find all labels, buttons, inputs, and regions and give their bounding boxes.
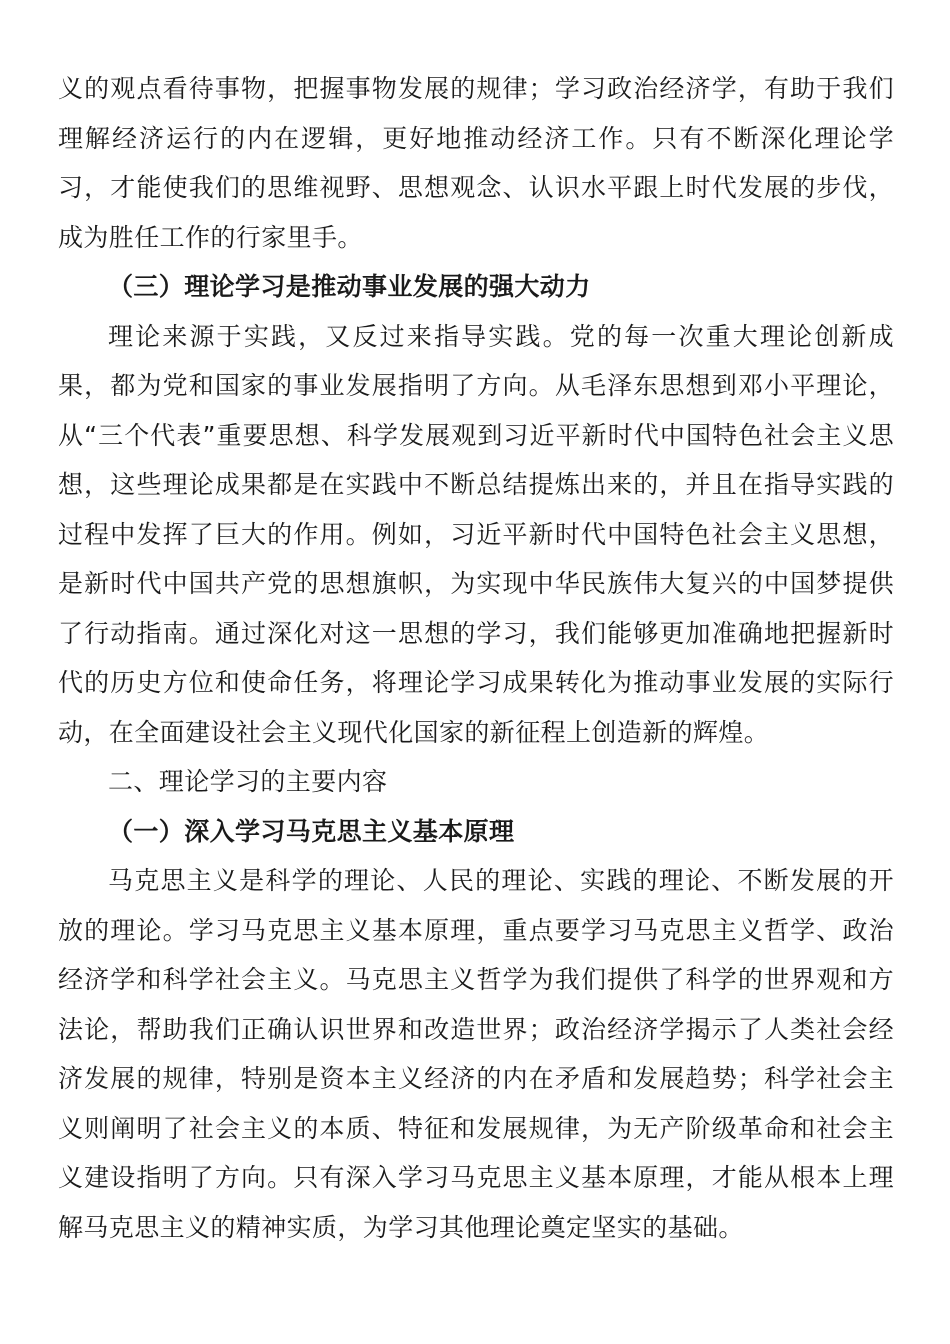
section-3-paragraph: 理论来源于实践，又反过来指导实践。党的每一次重大理论创新成果，都为党和国家的事业发展指明了方向。从毛泽东思想到邓小平理论，从“三个代表”重要思想、科学发展观到习近平新时代中国特色社会主义思想，这些理论成果都是在实践中不断总结提炼出来的，并且在指导实践的过程中发挥了巨大的作用。例如，习近平新时代中国特色社会主义思想，是新时代中国共产党的思想旗帜，为实现中华民族伟大复兴的中国梦提供了行动指南。通过深化对这一思想的学习，我们能够更加准确地把握新时代的历史方位和使命任务，将理论学习成果转化为推动事业发展的实际行动，在全面建设社会主义现代化国家的新征程上创造新的辉煌。: [58, 321, 894, 747]
section-1-paragraph: 马克思主义是科学的理论、人民的理论、实践的理论、不断发展的开放的理论。学习马克思主义基本原理，重点要学习马克思主义哲学、政治经济学和科学社会主义。马克思主义哲学为我们提供了科学的世界观和方法论，帮助我们正确认识世界和改造世界；政治经济学揭示了人类社会经济发展的规律，特别是资本主义经济的内在矛盾和发展趋势；科学社会主义则阐明了社会主义的本质、特征和发展规律，为无产阶级革命和社会主义建设指明了方向。只有深入学习马克思主义基本原理，才能从根本上理解马克思主义的精神实质，为学习其他理论奠定坚实的基础。: [58, 866, 894, 1242]
continued-paragraph: 义的观点看待事物，把握事物发展的规律；学习政治经济学，有助于我们理解经济运行的内在逻辑，更好地推动经济工作。只有不断深化理论学习，才能使我们的思维视野、思想观念、认识水平跟上时代发展的步伐，成为胜任工作的行家里手。: [58, 74, 894, 252]
part-2-heading: 二、理论学习的主要内容: [108, 767, 388, 796]
section-1-heading: （一）深入学习马克思主义基本原理: [108, 816, 515, 846]
section-3-heading: （三）理论学习是推动事业发展的强大动力: [108, 272, 591, 301]
document-body: [58, 64, 894, 1252]
